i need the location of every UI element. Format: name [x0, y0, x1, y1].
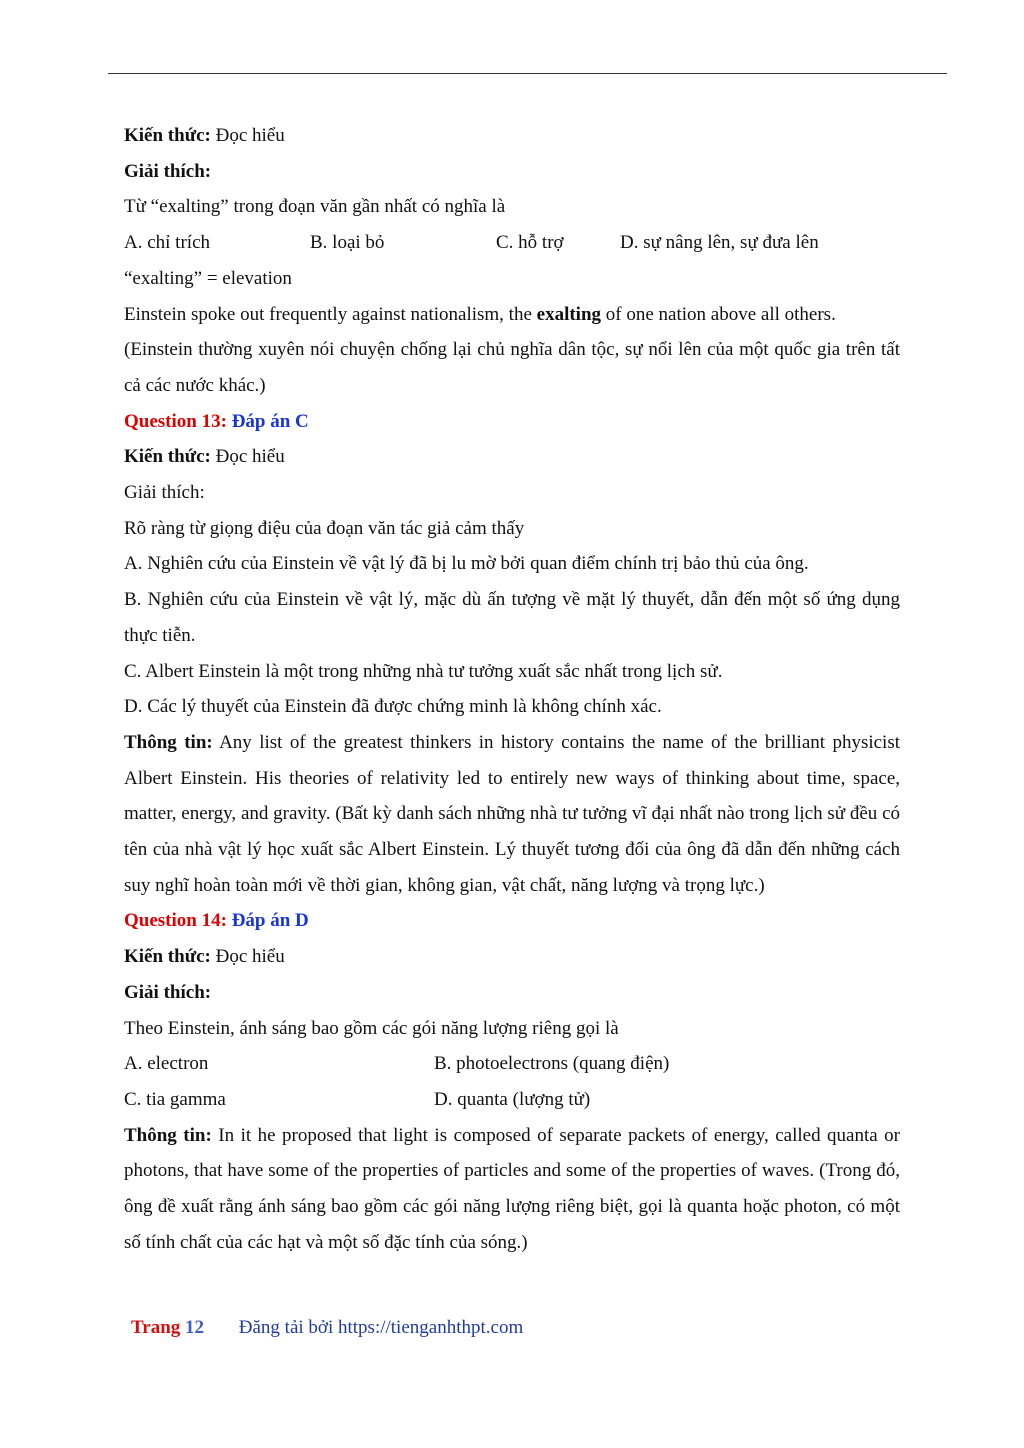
q12-prompt: Từ “exalting” trong đoạn văn gần nhất có nghĩa là [124, 196, 506, 218]
q12-knowledge-line [124, 118, 900, 154]
q13-label: Question 13: [124, 410, 227, 432]
q13-option-d: D. Các lý thuyết của Einstein đã được chứng minh là không chính xác. [124, 696, 662, 718]
q12-knowledge-label: Kiến thức: [124, 125, 211, 146]
header-rule [108, 73, 947, 74]
q14-info-text: In it he proposed that light is composed of separate packets of energy, called quanta or photons, that have some of the properties of particles and some of the properties of waves. (Trong đó, ông đề xuất rằng ánh sáng bao gồm các gói năng lượng riêng biệt, gọi là quanta hoặc photon, có một số tính chất của các hạt và một số đặc tính của sóng.) [124, 1124, 900, 1253]
footer-credit-link[interactable]: Đăng tải bởi https://tienganhthpt.com [238, 1317, 524, 1338]
page-footer [131, 1314, 523, 1342]
footer-page-word: Trang [131, 1317, 181, 1338]
q13-info-text: Any list of the greatest thinkers in history contains the name of the brilliant physicist Albert Einstein. His theories of relativity led to entirely new ways of thinking about time, space, matter, energy, and gravity. (Bất kỳ danh sách những nhà tư tưởng vĩ đại nhất nào trong lịch sử đều có tên của nhà vật lý học xuất sắc Albert Einstein. Lý thuyết tương đối của ông đã dẫn đến những cách suy nghĩ hoàn toàn mới về thời gian, không gian, vật chất, năng lượng và trọng lực.) [124, 731, 900, 896]
q14-heading [124, 903, 900, 939]
q13-heading [124, 404, 900, 440]
q13-option-b: B. Nghiên cứu của Einstein về vật lý, mặc dù ấn tượng về mặt lý thuyết, dẫn đến một số ứng dụng thực tiễn. [124, 589, 900, 646]
q14-knowledge-line [124, 939, 900, 975]
q12-quote: Einstein spoke out frequently against nationalism, the exalting of one nation above all others. [124, 303, 836, 325]
q14-options-row-1 [124, 1046, 900, 1082]
q12-quote-keyword: exalting [536, 303, 602, 325]
q12-option-d: D. sự nâng lên, sự đưa lên [620, 232, 819, 254]
q14-option-b: B. photoelectrons (quang điện) [434, 1053, 670, 1075]
q14-option-c: C. tia gamma [124, 1088, 226, 1110]
q13-answer: Đáp án C [226, 410, 309, 432]
q13-knowledge-line [124, 439, 900, 475]
q12-option-a: A. chỉ trích [124, 232, 211, 254]
q14-prompt: Theo Einstein, ánh sáng bao gồm các gói năng lượng riêng gọi là [124, 1017, 619, 1039]
page-content [124, 118, 900, 1261]
q12-translation: (Einstein thường xuyên nói chuyện chống lại chủ nghĩa dân tộc, sự nổi lên của một quốc gia trên tất cả các nước khác.) [124, 339, 900, 396]
q14-knowledge-label: Kiến thức: [124, 946, 211, 968]
q13-info [124, 725, 900, 904]
q12-option-c: C. hỗ trợ [496, 232, 564, 254]
q12-explain-label: Giải thích: [124, 160, 212, 182]
q14-info-label: Thông tin: [124, 1124, 212, 1146]
q14-option-a: A. electron [124, 1053, 209, 1075]
q13-knowledge-value: Đọc hiểu [210, 446, 285, 468]
q13-explain-label: Giải thích: [124, 482, 205, 504]
q14-info [124, 1118, 900, 1261]
q12-knowledge-value: Đọc hiểu [210, 125, 285, 146]
q14-options-row-2 [124, 1082, 900, 1118]
q12-equation: “exalting” = elevation [124, 267, 292, 289]
q12-options [124, 225, 900, 261]
q14-knowledge-value: Đọc hiểu [210, 946, 285, 968]
q13-info-label: Thông tin: [124, 731, 213, 753]
q13-prompt: Rõ ràng từ giọng điệu của đoạn văn tác giả cảm thấy [124, 517, 525, 539]
q14-answer: Đáp án D [226, 910, 309, 932]
q14-explain-label: Giải thích: [124, 981, 212, 1003]
q13-option-c: C. Albert Einstein là một trong những nhà tư tưởng xuất sắc nhất trong lịch sử. [124, 660, 723, 682]
q13-knowledge-label: Kiến thức: [124, 446, 211, 468]
footer-page-number: 12 [185, 1317, 205, 1338]
q14-option-d: D. quanta (lượng tử) [434, 1088, 591, 1110]
q13-option-a: A. Nghiên cứu của Einstein về vật lý đã bị lu mờ bởi quan điểm chính trị bảo thủ của ông. [124, 553, 809, 575]
q12-option-b: B. loại bỏ [310, 232, 385, 254]
q14-label: Question 14: [124, 910, 227, 932]
